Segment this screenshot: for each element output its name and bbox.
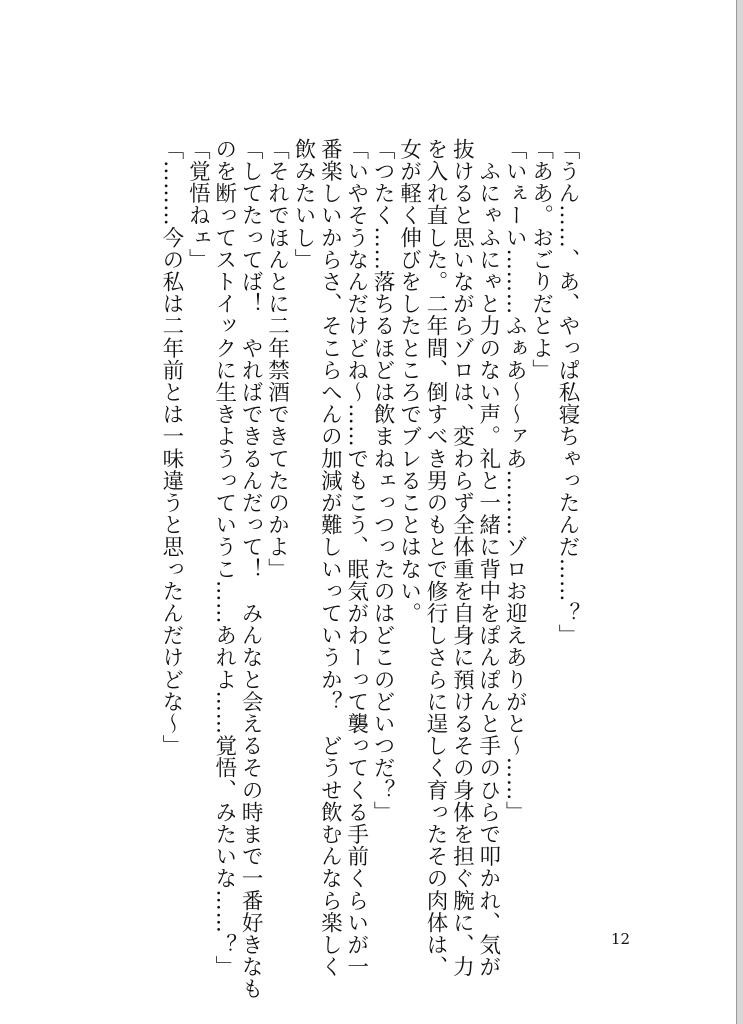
text-line: ふにゃふにゃと力のない声。礼と一緒に背中をぽんぽんと手のひらで叩かれ、気が [475,138,501,978]
text-line: 「うん……、あ、やっぱ私寝ちゃったんだ……？」 [555,138,580,647]
text-line: 「つたく……落ちるほどは飲まねェっつったのはどこのどいつだ？」 [370,138,396,824]
body-text [158,138,580,1000]
text-line: 「ああ。おごりだとよ」 [528,138,554,382]
text-line: 「いやそうなんだけどね～……でもこう、眠気がわーって襲ってくる手前くらいが一 [343,138,369,978]
text-line: を入れ直した。二年間、倒すべき男のもとで修行しさらに逞しく育ったその肉体は、 [422,138,448,978]
text-line: のを断ってストイックに生きようっていうこ……あれよ……覚悟、みたいな……？」 [211,138,237,978]
text-line: 「いぇーい………ふぁあ～～ァあ………ゾロお迎えありがと～……」 [502,138,528,824]
text-line: 飲みたいし」 [290,138,316,271]
page-number: 12 [611,930,631,948]
text-line: 女が軽く伸びをしたところでブレることはない。 [396,138,422,625]
page-edge [736,0,743,1024]
text-line: 「覚悟ねェ」 [185,138,211,271]
text-line: 番楽しいからさ、そこらへんの加減が難しいっていうか？ どうせ飲むんなら楽しく [317,138,343,978]
text-line: 「してたってば！ やればできるんだって！ みんなと会えるその時まで一番好きなも [238,138,264,1000]
text-line: 「それでほんとに二年禁酒できてたのかよ」 [264,138,290,580]
text-line: 抜けると思いながらゾロは、変わらず全体重を自身に預けるその身体を担ぐ腕に、力 [449,138,475,978]
text-line: 「………今の私は二年前とは一味違うと思ったんだけどな～」 [158,138,184,757]
